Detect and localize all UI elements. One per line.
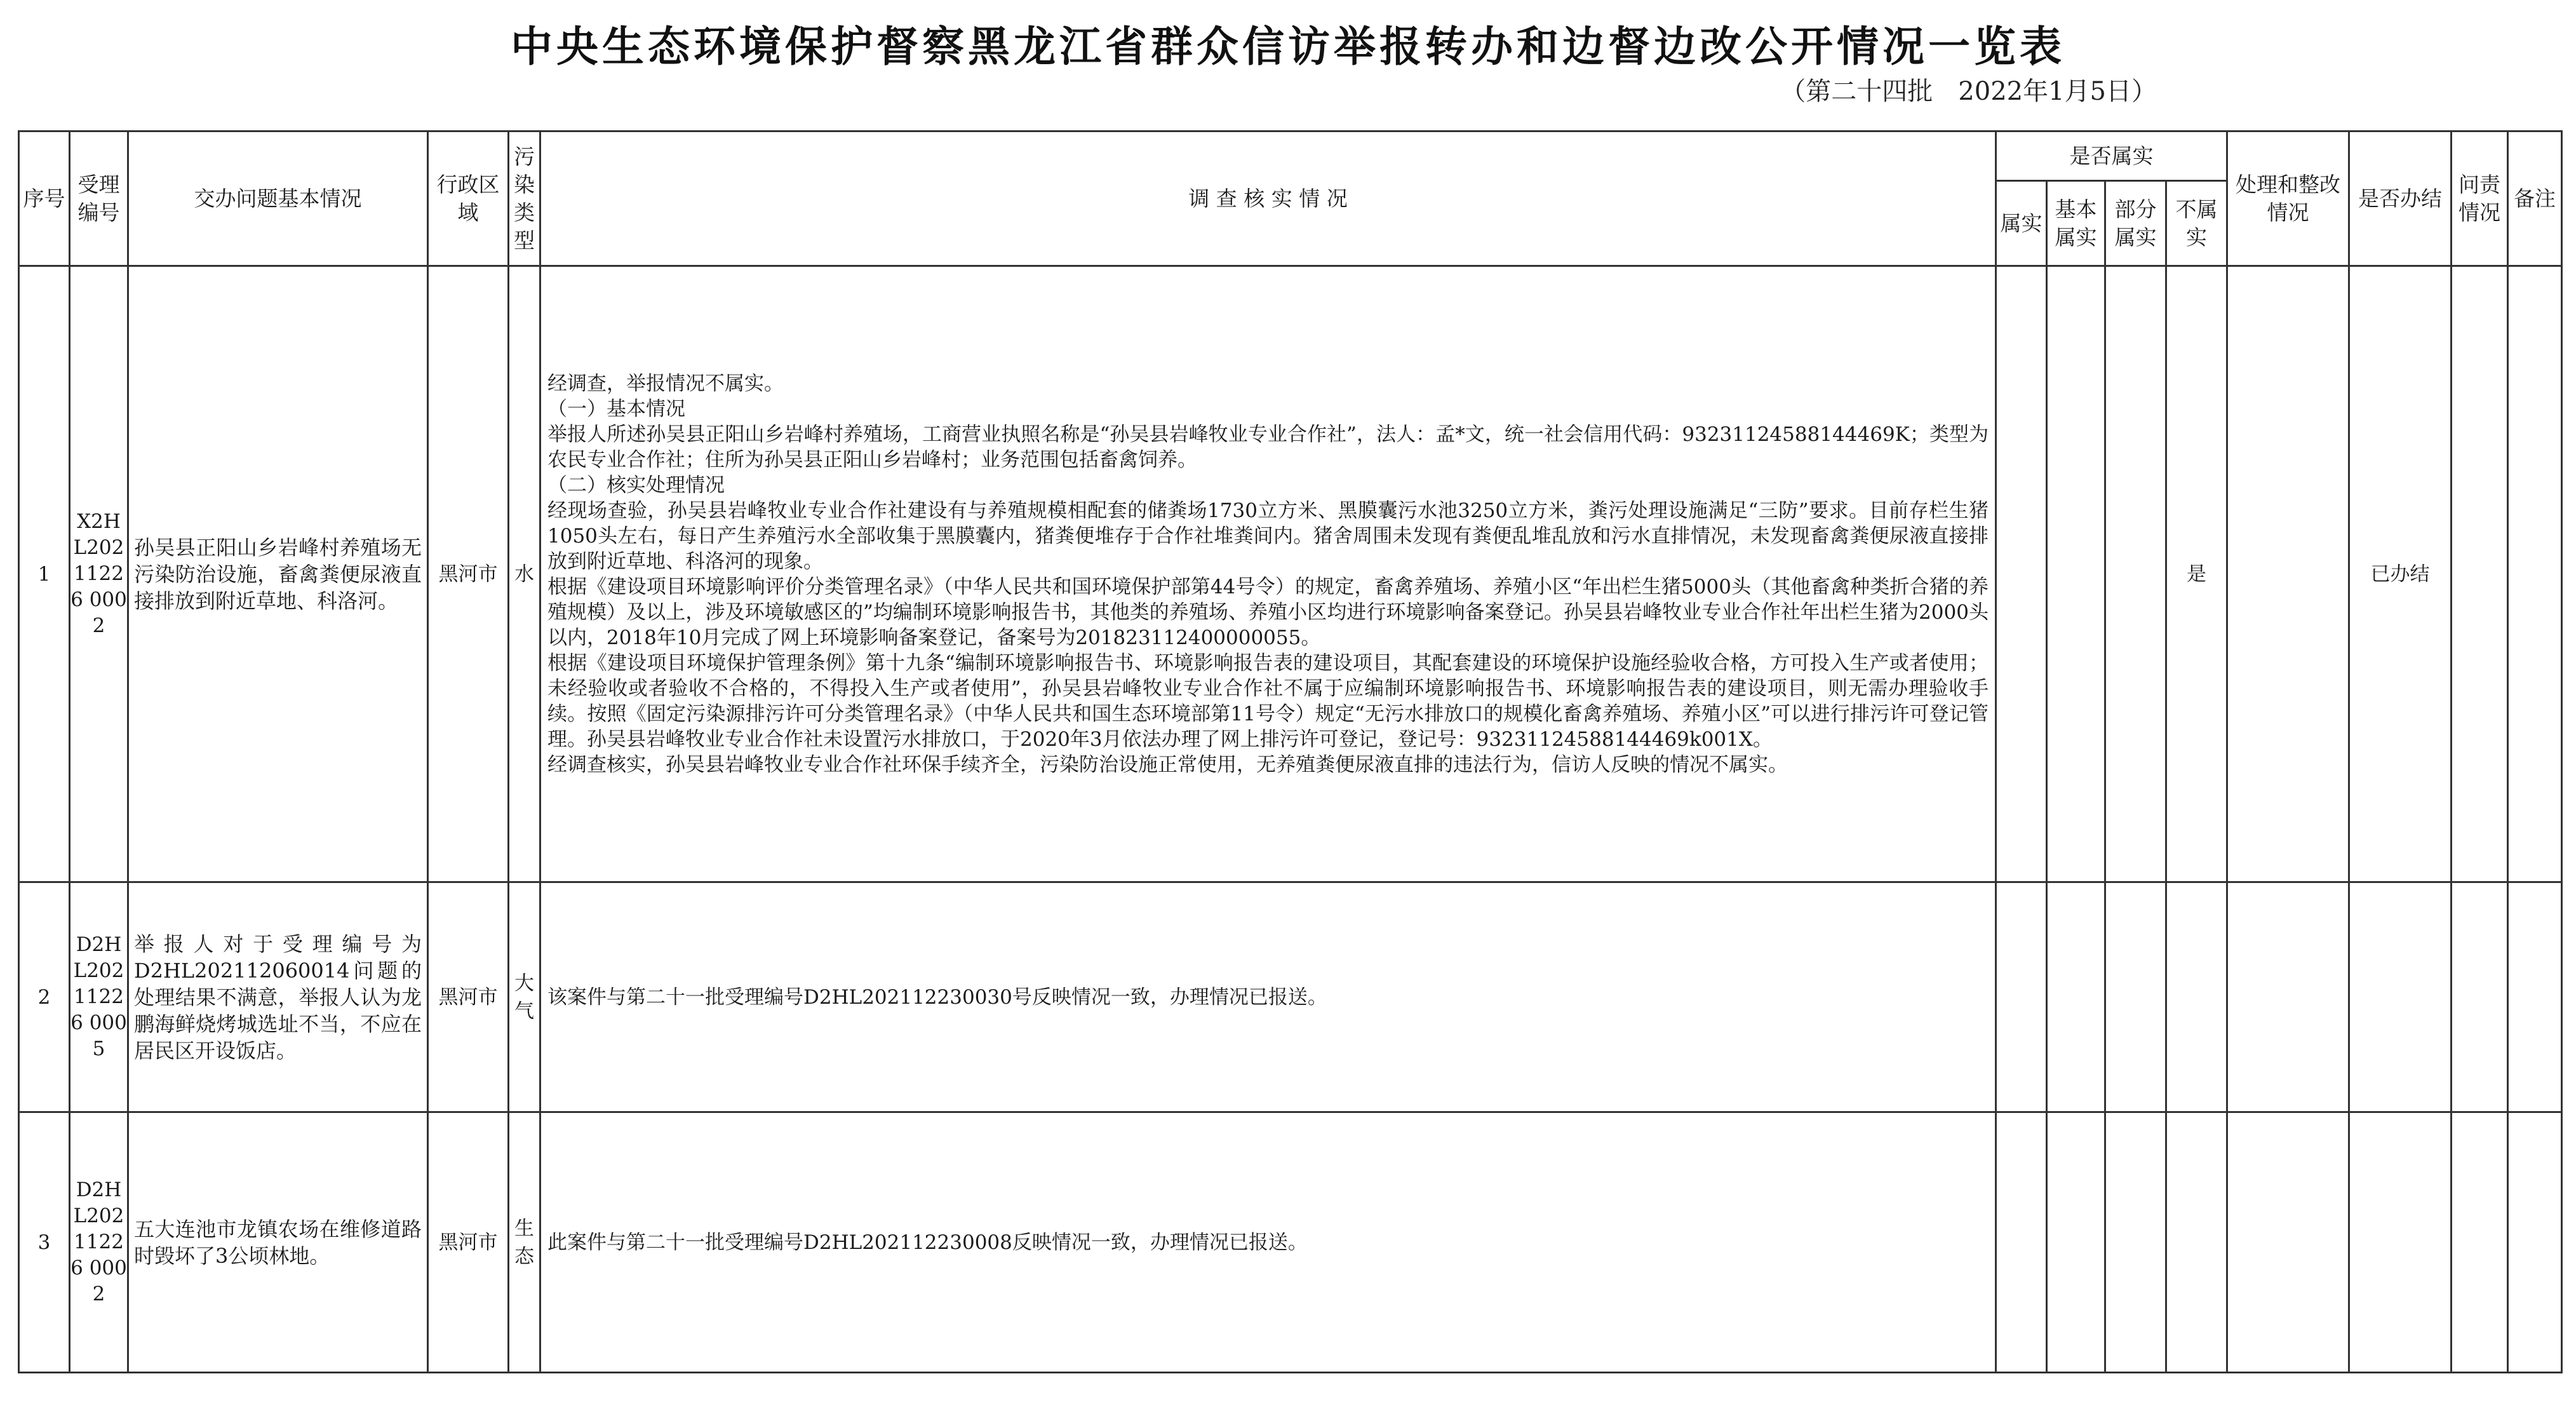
investigation-paragraph: （一）基本情况: [547, 397, 685, 421]
row-region: 黑河市: [428, 266, 509, 882]
header-pollution: 污染类型: [509, 131, 540, 266]
header-partial-true: 部分属实: [2105, 181, 2166, 266]
row-closed: 已办结: [2349, 266, 2452, 882]
investigation-paragraph: 根据《建设项目环境影响评价分类管理名录》（中华人民共和国环境保护部第44号令）的规定，畜禽养殖场、养殖小区“年出栏生猪5000头（其他畜禽种类折合猪的养殖规模）及以上，涉及环境敏感区的”均编制环境影响报告书，其他类的养殖场、养殖小区均进行环境影响备案登记。孙吴县岩峰牧业专业合作社年出栏生猪为2000头以内，2018年10月完成了网上环境影响备案登记，备案号为201823112400000055。: [547, 575, 1989, 649]
table-row: [19, 882, 2562, 1112]
header-accountability: 问责情况: [2452, 131, 2508, 266]
row-closed: [2349, 882, 2452, 1112]
header-problem: 交办问题基本情况: [128, 131, 428, 266]
row-handling: [2227, 1112, 2349, 1373]
row-region: 黑河市: [428, 882, 509, 1112]
row-problem: 孙吴县正阳山乡岩峰村养殖场无污染防治设施，畜禽粪便尿液直接排放到附近草地、科洛河。: [128, 266, 428, 882]
row-handling: [2227, 266, 2349, 882]
row-true: [1996, 266, 2047, 882]
row-seq: 2: [19, 882, 70, 1112]
row-partial-true: [2105, 1112, 2166, 1373]
row-problem: 五大连池市龙镇农场在维修道路时毁坏了3公顷林地。: [128, 1112, 428, 1373]
header-seq: 序号: [19, 131, 70, 266]
row-handling: [2227, 882, 2349, 1112]
investigation-paragraph: 经调查核实，孙吴县岩峰牧业专业合作社环保手续齐全，污染防治设施正常使用，无养殖粪便尿液直排的违法行为，信访人反映的情况不属实。: [547, 753, 1788, 776]
row-remark: [2508, 266, 2562, 882]
row-investigation: [540, 882, 1996, 1112]
row-region: 黑河市: [428, 1112, 509, 1373]
row-basic-true: [2047, 1112, 2105, 1373]
row-accountability: [2452, 882, 2508, 1112]
row-remark: [2508, 882, 2562, 1112]
row-seq: 1: [19, 266, 70, 882]
row-true: [1996, 1112, 2047, 1373]
header-truth-group: 是否属实: [1996, 131, 2227, 181]
header-handling: 处理和整改情况: [2227, 131, 2349, 266]
row-pollution: 生态: [509, 1112, 540, 1373]
investigation-paragraph: （二）核实处理情况: [547, 473, 725, 497]
header-closed: 是否办结: [2349, 131, 2452, 266]
row-problem: 举报人对于受理编号为D2HL202112060014问题的处理结果不满意，举报人认为龙鹏海鲜烧烤城选址不当，不应在居民区开设饭店。: [128, 882, 428, 1112]
investigation-paragraph: 举报人所述孙吴县正阳山乡岩峰村养殖场，工商营业执照名称是“孙吴县岩峰牧业专业合作社”，法人：孟*文，统一社会信用代码：93231124588144469K；类型为农民专业合作社；住所为孙吴县正阳山乡岩峰村；业务范围包括畜禽饲养。: [547, 422, 1989, 471]
row-true: [1996, 882, 2047, 1112]
row-investigation: [540, 266, 1996, 882]
row-closed: [2349, 1112, 2452, 1373]
investigation-paragraph: 经现场查验，孙吴县岩峰牧业专业合作社建设有与养殖规模相配套的储粪场1730立方米、黑膜囊污水池3250立方米，粪污处理设施满足“三防”要求。目前存栏生猪1050头左右，每日产生养殖污水全部收集于黑膜囊内，猪粪便堆存于合作社堆粪间内。猪舍周围未发现有粪便乱堆乱放和污水直排情况，未发现畜禽粪便尿液直接排放到附近草地、科洛河的现象。: [547, 499, 1989, 573]
table-row: [19, 266, 2562, 882]
row-pollution: 大气: [509, 882, 540, 1112]
row-investigation: [540, 1112, 1996, 1373]
row-accountability: [2452, 266, 2508, 882]
row-code: D2HL20211226 0005: [70, 882, 128, 1112]
row-seq: 3: [19, 1112, 70, 1373]
header-basic-true: 基本属实: [2047, 181, 2105, 266]
petition-table: [18, 130, 2563, 1373]
header-remark: 备注: [2508, 131, 2562, 266]
row-basic-true: [2047, 266, 2105, 882]
row-basic-true: [2047, 882, 2105, 1112]
header-investigation: 调 查 核 实 情 况: [540, 131, 1996, 266]
table-row: [19, 1112, 2562, 1373]
row-pollution: 水: [509, 266, 540, 882]
row-remark: [2508, 1112, 2562, 1373]
row-not-true: 是: [2166, 266, 2227, 882]
row-not-true: [2166, 1112, 2227, 1373]
header-true: 属实: [1996, 181, 2047, 266]
document-subtitle: （第二十四批 2022年1月5日）: [1780, 77, 2157, 106]
investigation-paragraph: 此案件与第二十一批受理编号D2HL202112230008反映情况一致，办理情况已报送。: [547, 1231, 1308, 1254]
header-region: 行政区域: [428, 131, 509, 266]
investigation-paragraph: 经调查，举报情况不属实。: [547, 372, 784, 395]
row-partial-true: [2105, 266, 2166, 882]
header-code: 受理编号: [70, 131, 128, 266]
header-not-true: 不属实: [2166, 181, 2227, 266]
document-title: 中央生态环境保护督察黑龙江省群众信访举报转办和边督边改公开情况一览表: [511, 22, 2065, 71]
row-accountability: [2452, 1112, 2508, 1373]
row-partial-true: [2105, 882, 2166, 1112]
row-code: X2HL20211226 0002: [70, 266, 128, 882]
row-code: D2HL20211226 0002: [70, 1112, 128, 1373]
row-not-true: [2166, 882, 2227, 1112]
investigation-paragraph: 根据《建设项目环境保护管理条例》第十九条“编制环境影响报告书、环境影响报告表的建设项目，其配套建设的环境保护设施经验收合格，方可投入生产或者使用；未经验收或者验收不合格的，不得投入生产或者使用”，孙吴县岩峰牧业专业合作社不属于应编制环境影响报告书、环境影响报告表的建设项目，则无需办理验收手续。按照《固定污染源排污许可分类管理名录》（中华人民共和国生态环境部第11号令）规定“无污水排放口的规模化畜禽养殖场、养殖小区”可以进行排污许可登记管理。孙吴县岩峰牧业专业合作社未设置污水排放口，于2020年3月依法办理了网上排污许可登记，登记号：93231124588144469k001X。: [547, 651, 1989, 751]
investigation-paragraph: 该案件与第二十一批受理编号D2HL202112230030号反映情况一致，办理情况已报送。: [547, 985, 1327, 1009]
